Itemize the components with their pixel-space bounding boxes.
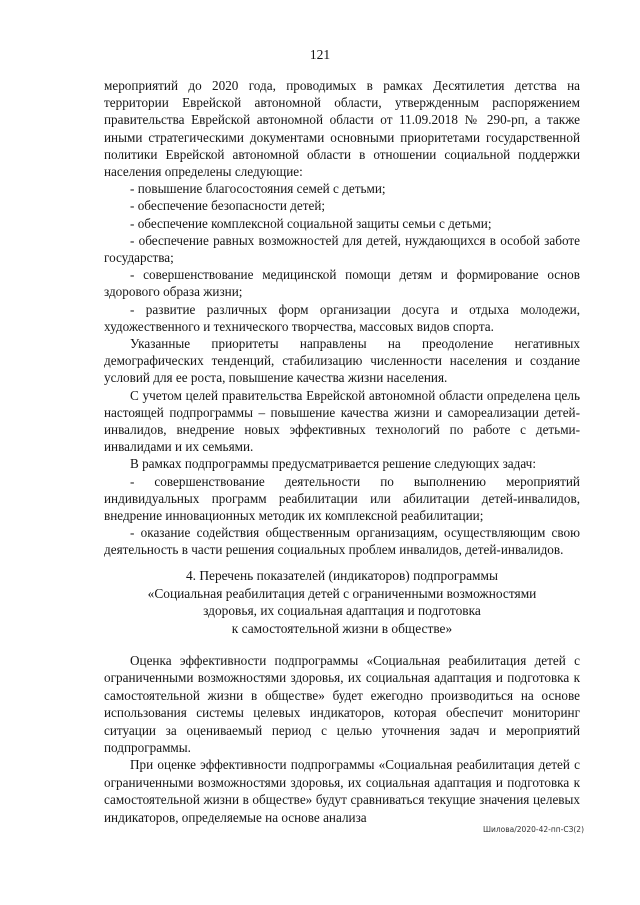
list-item: - обеспечение безопасности детей; [130,198,326,214]
list-item: - оказание содействия общественным организациям, осуществляющим свою деятельность в части решения социальных проблем инвалидов, детей-инвалидов. [104,525,580,558]
document-code: Шилова/2020-42-пп-СЗ(2) [482,825,584,834]
section-heading-line: 4. Перечень показателей (индикаторов) подпрограммы [185,568,499,583]
list-item: - обеспечение комплексной социальной защиты семьи с детьми; [130,215,492,231]
paragraph-continuation: мероприятий до 2020 года, проводимых в рамках Десятилетия детства на территории Еврейской автономной области, утвержденным распоряжением правительства Еврейской автономной области от 11.09.2018 № 290-рп, а также иными стратегическими документами основными приоритетами государственной политики Еврейской автономной области в отношении социальной поддержки населения определены следующие: [104,78,580,180]
paragraph: В рамках подпрограммы предусматривается решение следующих задач: [130,456,536,472]
list-item: - совершенствование медицинской помощи детям и формирование основ здорового образа жизни; [104,267,580,300]
section-heading-line: «Социальная реабилитация детей с ограниченными возможностями [147,585,537,601]
page-number: 121 [309,47,331,62]
paragraph: При оценке эффективности подпрограммы «Социальная реабилитация детей с ограниченными возможностями здоровья, их социальная адаптация и подготовка к самостоятельной жизни в обществе» будут сравниваться текущие значения целевых индикаторов, определяемые на основе анализа [104,757,580,825]
section-heading-line: здоровья, их социальная адаптация и подготовка [203,603,481,619]
body-text-bottom [104,652,580,826]
paragraph: С учетом целей правительства Еврейской автономной области определена цель настоящей подпрограммы – повышение качества жизни и самореализации детей-инвалидов, внедрение новых эффективных технологий по работе с детьми-инвалидами и их семьями. [104,387,580,455]
paragraph: Оценка эффективности подпрограммы «Социальная реабилитация детей с ограниченными возможностями здоровья, их социальная адаптация и подготовка к самостоятельной жизни в обществе» будет ежегодно производиться на основе использования системы целевых индикаторов, которая обеспечит мониторинг ситуации за оцениваемый период с целью уточнения задач и мероприятий подпрограммы. [104,653,580,756]
list-item: - повышение благосостояния семей с детьми; [130,181,386,197]
list-item: - развитие различных форм организации досуга и отдыха молодежи, художественного и технического творчества, массовых видов спорта. [104,301,580,334]
section-heading [104,567,580,637]
section-heading-line: к самостоятельной жизни в обществе» [231,620,453,636]
paragraph: Указанные приоритеты направлены на преодоление негативных демографических тенденций, стабилизацию численности населения и создание условий для ее роста, повышение качества жизни населения. [104,336,580,386]
body-text-top [104,77,580,559]
list-item: - обеспечение равных возможностей для детей, нуждающихся в особой заботе государства; [104,232,580,266]
list-item: - совершенствование деятельности по выполнению мероприятий индивидуальных программ реабилитации или абилитации детей-инвалидов, внедрение инновационных методик их комплексной реабилитации; [104,473,580,524]
